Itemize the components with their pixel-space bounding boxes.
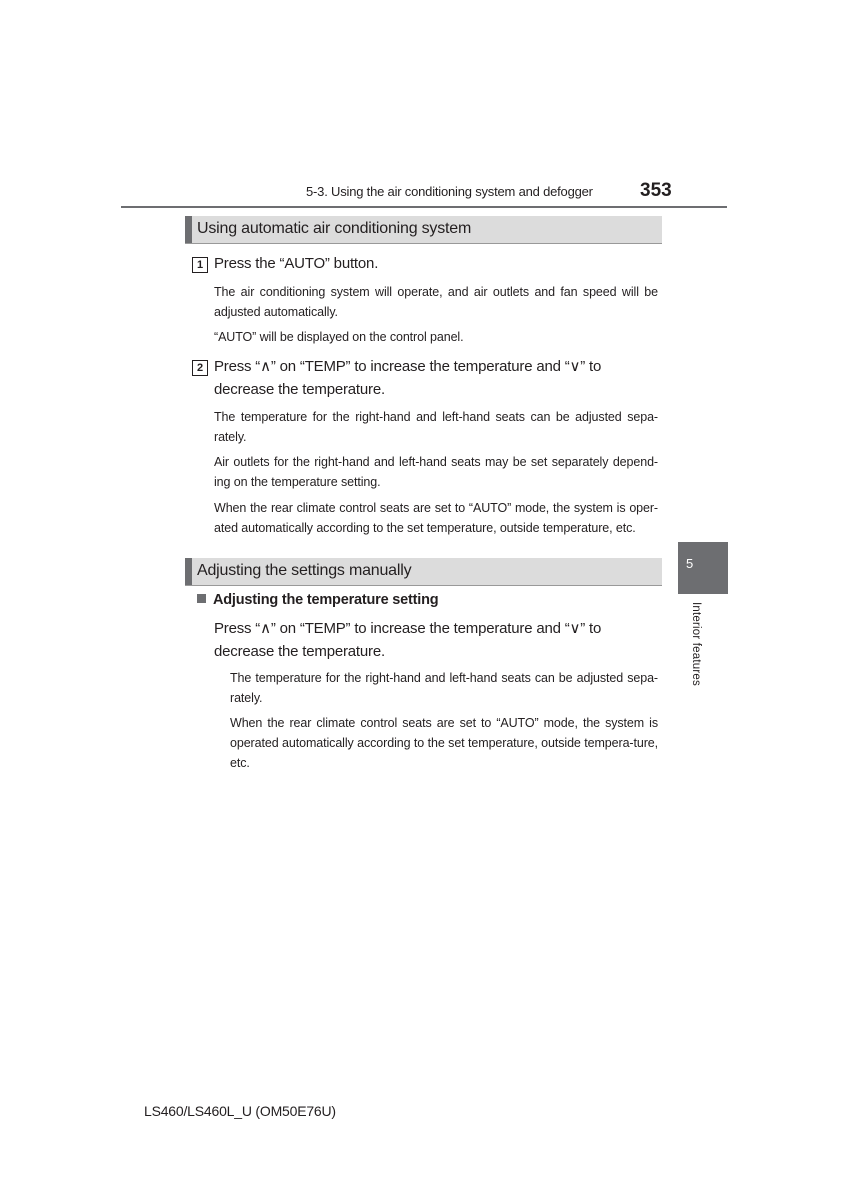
header-divider xyxy=(121,206,727,208)
body-paragraph: When the rear climate control seats are set to “AUTO” mode, the system is operated automatically according to the set temperature, outside tempera-ture, etc. xyxy=(230,716,658,770)
step-instruction: Press the “AUTO” button. xyxy=(214,255,379,272)
section-heading-text: Using automatic air conditioning system xyxy=(197,220,472,237)
step-number-badge: 2 xyxy=(192,360,208,376)
section-heading-manual xyxy=(185,558,662,586)
body-paragraph: Air outlets for the right-hand and left-hand seats may be set separately depend-ing on the temperature setting. xyxy=(214,455,658,489)
chapter-label: Interior features xyxy=(690,602,702,686)
heading-accent-bar xyxy=(185,216,192,243)
section-heading-text: Adjusting the settings manually xyxy=(197,562,412,579)
chapter-tab xyxy=(678,542,728,594)
body-paragraph: The temperature for the right-hand and left-hand seats can be adjusted sepa-rately. xyxy=(214,410,658,444)
heading-accent-bar xyxy=(185,558,192,585)
body-paragraph: When the rear climate control seats are set to “AUTO” mode, the system is oper-ated automatically according to the set temperature, outside temperature, etc. xyxy=(214,501,658,535)
instruction-text: Press “∧” on “TEMP” to increase the temperature and “∨” to decrease the temperature. xyxy=(214,620,602,660)
step-number-badge: 1 xyxy=(192,257,208,273)
page-number: 353 xyxy=(640,180,672,201)
subheading-text: Adjusting the temperature setting xyxy=(213,592,439,608)
header-title: 5-3. Using the air conditioning system and defogger xyxy=(306,184,593,199)
body-paragraph: The temperature for the right-hand and left-hand seats can be adjusted sepa-rately. xyxy=(230,671,658,705)
body-paragraph: “AUTO” will be displayed on the control panel. xyxy=(214,330,464,344)
square-bullet-icon xyxy=(197,594,206,603)
subheading xyxy=(197,592,438,608)
step-instruction: Press “∧” on “TEMP” to increase the temperature and “∨” to decrease the temperature. xyxy=(214,358,602,398)
chapter-number: 5 xyxy=(686,556,694,571)
body-paragraph: The air conditioning system will operate, and air outlets and fan speed will be adjusted automatically. xyxy=(214,285,658,319)
footer-model: LS460/LS460L_U (OM50E76U) xyxy=(144,1103,336,1119)
section-heading-automatic xyxy=(185,216,662,244)
